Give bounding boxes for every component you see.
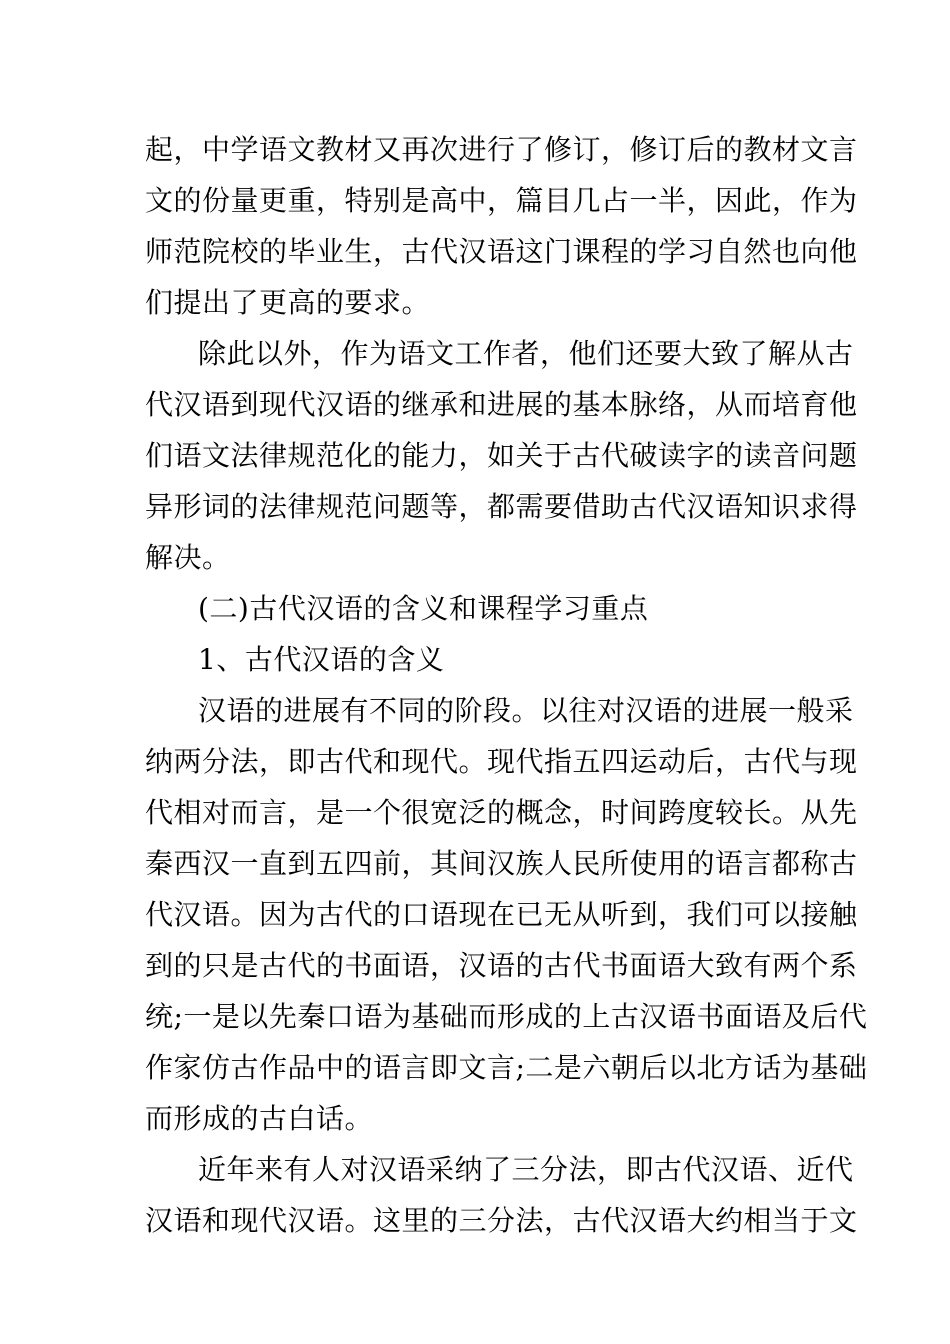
text-line: 到的只是古代的书面语，汉语的古代书面语大致有两个系	[145, 949, 858, 982]
text-line: 们语文法律规范化的能力，如关于古代破读字的读音问题	[145, 439, 858, 472]
text-line: 师范院校的毕业生，古代汉语这门课程的学习自然也向他	[145, 235, 858, 268]
text-line: 们提出了更高的要求。	[145, 286, 431, 319]
text-line: 文的份量更重，特别是高中，篇目几占一半，因此，作为	[145, 184, 858, 217]
text-line: 解决。	[145, 541, 231, 574]
text-line: 代相对而言，是一个很宽泛的概念，时间跨度较长。从先	[145, 796, 858, 829]
paragraph-first-line: 汉语的进展有不同的阶段。以往对汉语的进展一般采	[198, 694, 854, 727]
text-line: 汉语和现代汉语。这里的三分法，古代汉语大约相当于文	[145, 1204, 858, 1237]
section-heading: (二)古代汉语的含义和课程学习重点	[198, 592, 649, 625]
text-line: 统;一是以先秦口语为基础而形成的上古汉语书面语及后代	[145, 1000, 868, 1033]
text-line: 代汉语到现代汉语的继承和进展的基本脉络，从而培育他	[145, 388, 858, 421]
paragraph-first-line: 近年来有人对汉语采纳了三分法，即古代汉语、近代	[198, 1153, 854, 1186]
text-line: 秦西汉一直到五四前，其间汉族人民所使用的语言都称古	[145, 847, 858, 880]
text-line: 异形词的法律规范问题等，都需要借助古代汉语知识求得	[145, 490, 858, 523]
paragraph-first-line: 除此以外，作为语文工作者，他们还要大致了解从古	[198, 337, 854, 370]
text-line: 而形成的古白话。	[145, 1102, 374, 1135]
text-line: 起，中学语文教材又再次进行了修订，修订后的教材文言	[145, 133, 858, 166]
text-line: 代汉语。因为古代的口语现在已无从听到，我们可以接触	[145, 898, 858, 931]
text-line: 作家仿古作品中的语言即文言;二是六朝后以北方话为基础	[145, 1051, 868, 1084]
subsection-heading: 1、古代汉语的含义	[198, 643, 445, 676]
text-line: 纳两分法，即古代和现代。现代指五四运动后，古代与现	[145, 745, 858, 778]
